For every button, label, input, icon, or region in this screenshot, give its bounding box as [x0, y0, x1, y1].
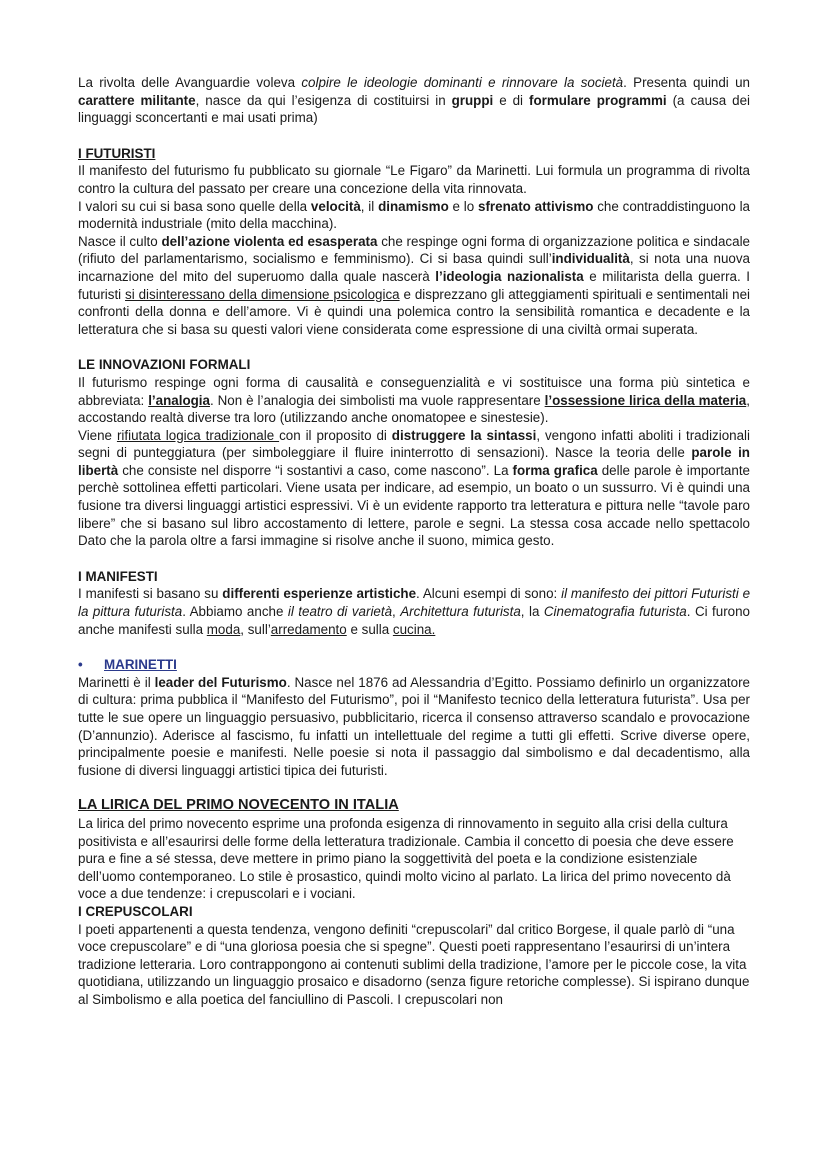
- heading-futuristi: I FUTURISTI: [78, 145, 156, 161]
- heading-manifesti: I MANIFESTI: [78, 568, 158, 584]
- lirica-paragraph: La lirica del primo novecento esprime una profonda esigenza di rinnovamento in seguito alla crisi della cultura positivista e all’esaurirsi delle forme della letteratura tradizionale. Cambia il concetto di poesia che deve essere pura e fine a sé stessa, deve mettere in primo piano la soggettività del poeta e la condizione esistenziale dell’uomo contemporaneo. Lo stile è prosastico, quindi molto vicino al parlato. La lirica del primo novecento dà voce a due tendenze: i crepuscolari e i vociani.: [78, 815, 734, 902]
- manifesti-paragraph: I manifesti si basano su differenti esperienze artistiche. Alcuni esempi di sono: il manifesto dei pittori Futuristi e la pittura futurista. Abbiamo anche il teatro di varietà, Architettura futurista, la Cinematografia futurista. Ci furono anche manifesti sulla moda, sull’arredamento e sulla cucina.: [78, 586, 751, 637]
- heading-lirica: LA LIRICA DEL PRIMO NOVECENTO IN ITALIA: [78, 797, 399, 814]
- marinetti-heading-row: [78, 656, 750, 674]
- crepuscolari-paragraph: I poeti appartenenti a questa tendenza, vengono definiti “crepuscolari” dal critico Borgese, il quale parlò di “una voce crepuscolare” e di “una gloriosa poesia che si spegne”. Questi poeti rappresentano l’esaurirsi di un’intera tradizione letteraria. Loro contrappongono ai contenuti sublimi della tradizione, l’amore per le piccole cose, la vita quotidiana, utilizzando un linguaggio prosaico e disadorno (senza figure retoriche complesse). Si ispirano dunque al Simbolismo e alla poetica del fanciullino di Pascoli. I crepuscolari non: [78, 921, 750, 1007]
- heading-crepuscolari: I CREPUSCOLARI: [78, 903, 193, 919]
- intro-bold-programmi: formulare programmi: [528, 92, 667, 108]
- futuristi-paragraph-3: Nasce il culto dell’azione violenta ed esasperata che respinge ogni forma di organizzazione politica e sindacale (rifiuto del parlamentarismo, socialismo e femminismo). Ci si basa quindi sull’individualità, si nota una nuova incarnazione del mito del superuomo dalla quale nascerà l’ideologia nazionalista e militarista della guerra. I futuristi si disinteressano della dimensione psicologica e disprezzano gli atteggiamenti spirituali e sentimentali nei confronti della donna e dell’amore. Vi è quindi una polemica contro la sensibilità romantica e decadente e la letteratura che si basa su questi valori viene considerata come espressione di una civiltà ormai superata.: [78, 233, 751, 337]
- futuristi-paragraph-1: Il manifesto del futurismo fu pubblicato su giornale “Le Figaro” da Marinetti. Lui formula un programma di rivolta contro la cultura del passato per creare una concezione della vita rinnovata.: [78, 163, 750, 196]
- heading-marinetti: MARINETTI: [104, 657, 177, 673]
- intro-bold-gruppi: gruppi: [451, 92, 494, 108]
- futuristi-paragraph-2: I valori su cui si basa sono quelle della velocità, il dinamismo e lo sfrenato attivismo che contraddistinguono la modernità industriale (mito della macchina).: [78, 198, 750, 232]
- intro-italic: colpire le ideologie dominanti e rinnovare la società: [301, 75, 624, 90]
- innovazioni-paragraph-1: Il futurismo respinge ogni forma di causalità e conseguenzialità e vi sostituisce una forma più sintetica e abbreviata: l’analogia. Non è l’analogia dei simbolisti ma vuole rappresentare l’ossessione lirica della materia, accostando realtà diverse tra loro (utilizzando anche onomatopee e sinestesie).: [78, 374, 750, 426]
- heading-innovazioni: LE INNOVAZIONI FORMALI: [78, 357, 251, 373]
- bullet-icon: •: [78, 657, 83, 673]
- marinetti-paragraph: Marinetti è il leader del Futurismo. Nasce nel 1876 ad Alessandria d’Egitto. Possiamo definirlo un organizzatore di cultura: prima pubblica il “Manifesto del Futurismo”, poi il “Manifesto tecnico della letteratura futurista”. Usa per tutte le sue opere un linguaggio persuasivo, pubblicitario, ricerca il consenso attraverso scandalo e provocazione (D’annunzio). Aderisce al fascismo, fu infatti un intellettuale del regime a tutti gli effetti. Scrive diverse opere, principalmente poesie e manifesti. Nelle poesie si nota il passaggio dal simbolismo e dal decadentismo, alla fusione di diversi linguaggi artistici tipica dei futuristi.: [78, 674, 751, 778]
- intro-bold-militante: carattere militante: [78, 92, 196, 108]
- innovazioni-paragraph-2: Viene rifiutata logica tradizionale con il proposito di distruggere la sintassi, vengono infatti aboliti i tradizionali segni di punteggiatura (per simboleggiare il fluire ininterrotto di sensazioni). Nasce la teoria delle parole in libertà che consiste nel disporre “i sostantivi a caso, come nascono”. La forma grafica delle parole è importante perchè sottolinea effetti particolari. Viene usata per indicare, ad esempio, un boato o un sussurro. Vi è quindi una fusione tra diversi linguaggi artistici espressivi. Vi è un evidente rapporto tra letteratura e pittura nelle “tavole paro libere” che si basano sul libro accostamento di lettere, parole e segni. La stessa cosa accade nello spettacolo Dato che la parola oltre a farsi immagine si risolve anche il suono, mimica gesto.: [78, 427, 751, 549]
- intro-paragraph: La rivolta delle Avanguardie voleva colpire le ideologie dominanti e rinnovare la società. Presenta quindi un carattere militante, nasce da qui l’esigenza di costituirsi in gruppi e di formulare programmi (a causa dei linguaggi sconcertanti e mai usati prima): [78, 75, 750, 126]
